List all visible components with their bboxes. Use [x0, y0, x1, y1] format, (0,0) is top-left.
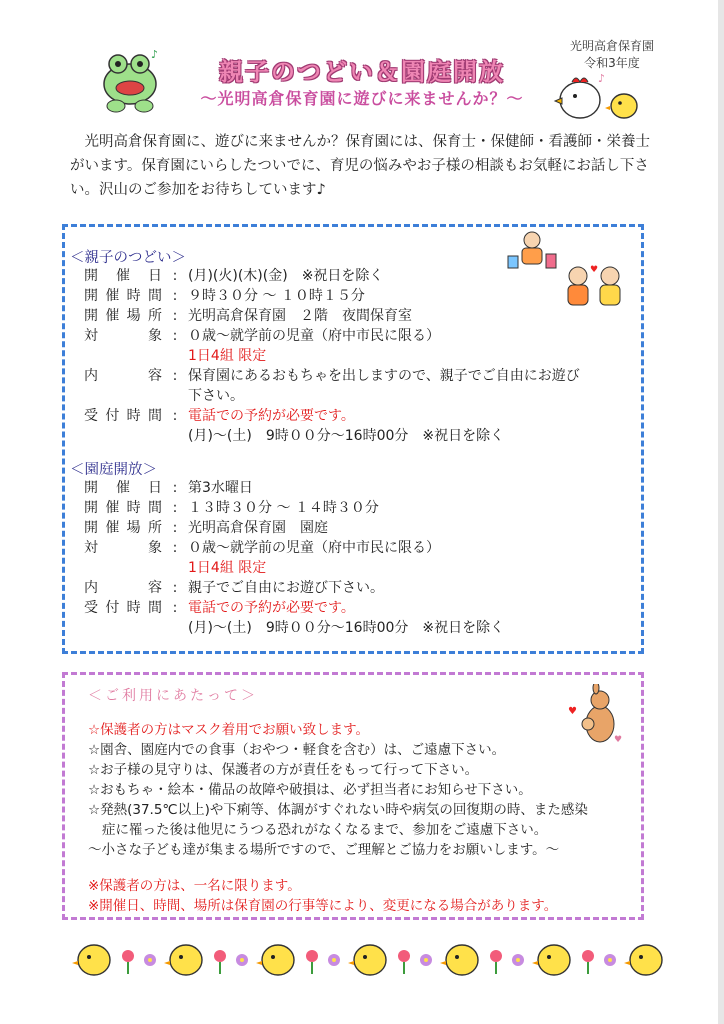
row-value: ０歳～就学前の児童（府中市民に限る） — [188, 328, 440, 344]
row-value: 光明高倉保育園 ２階 夜間保育室 — [188, 308, 412, 324]
intro-paragraph: 光明高倉保育園に、遊びに来ませんか？保育園には、保育士・保健師・看護師・栄養士がいます。保育園にいらしたついでに、育児の悩みやお子様の相談もお気軽にお話し下さい。沢山のご参加をお待ちしています♪ — [70, 134, 650, 198]
oyako-row-reception: 受付時間 : 電話での予約が必要です。 (月)～(土) 9時００分～16時00分 ※祝日を除く — [84, 408, 505, 444]
flower-icon — [306, 950, 318, 974]
teien-row-date: 開催日 : 第3水曜日 — [84, 478, 618, 498]
svg-text:♥: ♥ — [590, 265, 599, 275]
page-edge — [718, 0, 724, 1024]
row-label: 受付時間 — [84, 600, 162, 616]
flower-icon — [328, 954, 340, 966]
flower-icon — [214, 950, 226, 974]
flower-icon — [582, 950, 594, 974]
flower-icon — [420, 954, 432, 966]
reception-hours: (月)～(土) 9時００分～16時00分 ※祝日を除く — [188, 428, 505, 444]
chick-icon — [532, 945, 570, 975]
note-item: 症に罹った後は他児にうつる恐れがなくなるまで、参加をご遠慮下さい。 — [102, 822, 548, 838]
row-label: 対象 — [84, 328, 162, 344]
row-value: 保育園にあるおもちゃを出しますので、親子でご自由にお遊び — [188, 368, 580, 384]
flower-icon — [236, 954, 248, 966]
flower-icon — [512, 954, 524, 966]
chick-icon — [348, 945, 386, 975]
row-value: ９時３０分 ～ １０時１５分 — [188, 288, 365, 304]
reception-hours: (月)～(土) 9時００分～16時00分 ※祝日を除く — [188, 620, 505, 636]
chick-icon — [72, 945, 110, 975]
row-value: (月)(火)(木)(金) ※祝日を除く — [188, 268, 384, 284]
row-label: 対象 — [84, 540, 162, 556]
row-label: 開催時間 — [84, 288, 162, 304]
row-label: 受付時間 — [84, 408, 162, 424]
row-label: 内容 — [84, 580, 162, 596]
teien-row-content: 内容 : 親子でご自由にお遊び下さい。 — [84, 578, 618, 598]
row-label: 開催日 — [84, 268, 162, 284]
oyako-row-date: 開催日 : (月)(火)(木)(金) ※祝日を除く — [84, 266, 618, 286]
section-heading-oyako: ＜親子のつどい＞ — [70, 250, 186, 266]
limit-note: 1日4組 限定 — [188, 560, 267, 576]
warning-item: ※開催日、時間、場所は保育園の行事等により、変更になる場合があります。 — [88, 898, 558, 914]
note-item: ☆発熱(37.5℃以上)や下痢等、体調がすぐれない時や病気の回復期の時、また感染 — [88, 802, 588, 818]
flower-icon — [604, 954, 616, 966]
page-subtitle: ～光明高倉保育園に遊びに来ませんか？～ — [200, 89, 524, 108]
svg-text:♪: ♪ — [598, 72, 606, 85]
row-value: １３時３０分 ～ １４時３０分 — [188, 500, 379, 516]
warning-item: ※保護者の方は、一名に限ります。 — [88, 878, 301, 894]
usage-notes — [88, 686, 628, 916]
svg-text:♥: ♥ — [614, 735, 623, 745]
row-value: 親子でご自由にお遊び下さい。 — [188, 580, 384, 596]
note-item: ☆お子様の見守りは、保護者の方が責任をもって行って下さい。 — [88, 762, 479, 778]
note-closing: ～小さな子ども達が集まる場所ですので、ご理解とご協力をお願いします。～ — [88, 842, 560, 858]
section-heading-teien: ＜園庭開放＞ — [70, 462, 157, 478]
flower-icon — [144, 954, 156, 966]
oyako-row-content: 内容 : 保育園にあるおもちゃを出しますので、親子でご自由にお遊び 下さい。 — [84, 368, 580, 404]
teien-row-reception: 受付時間 : 電話での予約が必要です。 (月)～(土) 9時００分～16時00分 ※祝日を除く — [84, 600, 505, 636]
row-value: 光明高倉保育園 園庭 — [188, 520, 328, 536]
row-label: 開催時間 — [84, 500, 162, 516]
row-value-cont: 下さい。 — [188, 388, 244, 404]
row-value: ０歳～就学前の児童（府中市民に限る） — [188, 540, 440, 556]
teien-row-time: 開催時間 : １３時３０分 ～ １４時３０分 — [84, 498, 618, 518]
note-item: ☆保護者の方はマスク着用でお願い致します。 — [88, 722, 370, 738]
chick-icon — [256, 945, 294, 975]
row-label: 開催日 — [84, 480, 162, 496]
teien-row-place: 開催場所 : 光明高倉保育園 園庭 — [84, 518, 618, 538]
limit-note: 1日4組 限定 — [188, 348, 267, 364]
note-item: ☆おもちゃ・絵本・備品の故障や破損は、必ず担当者にお知らせ下さい。 — [88, 782, 532, 798]
chick-icon — [624, 945, 662, 975]
fiscal-year: 令和3年度 — [584, 56, 640, 70]
chick-icon — [164, 945, 202, 975]
notes-heading: ＜ご利用にあたって＞ — [88, 688, 258, 704]
flower-icon — [122, 950, 134, 974]
note-item: ☆園舎、園庭内での食事（おやつ・軽食を含む）は、ご遠慮下さい。 — [88, 742, 506, 758]
chick-icon — [440, 945, 478, 975]
flower-icon — [398, 950, 410, 974]
row-label: 開催場所 — [84, 520, 162, 536]
svg-text:♥: ♥ — [568, 706, 577, 717]
oyako-row-place: 開催場所 : 光明高倉保育園 ２階 夜間保育室 — [84, 306, 618, 326]
row-label: 開催場所 — [84, 308, 162, 324]
organization-name: 光明高倉保育園 — [569, 39, 654, 53]
reservation-note: 電話での予約が必要です。 — [188, 408, 355, 424]
chick-flower-border — [70, 932, 670, 988]
row-label: 内容 — [84, 368, 162, 384]
teien-row-target: 対象 : ０歳～就学前の児童（府中市民に限る） 1日4組 限定 — [84, 540, 440, 576]
flower-icon — [490, 950, 502, 974]
svg-text:♪: ♪ — [151, 48, 159, 61]
oyako-row-target: 対象 : ０歳～就学前の児童（府中市民に限る） 1日4組 限定 — [84, 328, 440, 364]
oyako-row-time: 開催時間 : ９時３０分 ～ １０時１５分 — [84, 286, 618, 306]
row-value: 第3水曜日 — [188, 480, 253, 496]
reservation-note: 電話での予約が必要です。 — [188, 600, 355, 616]
page-title: 親子のつどい＆園庭開放 — [219, 58, 505, 86]
